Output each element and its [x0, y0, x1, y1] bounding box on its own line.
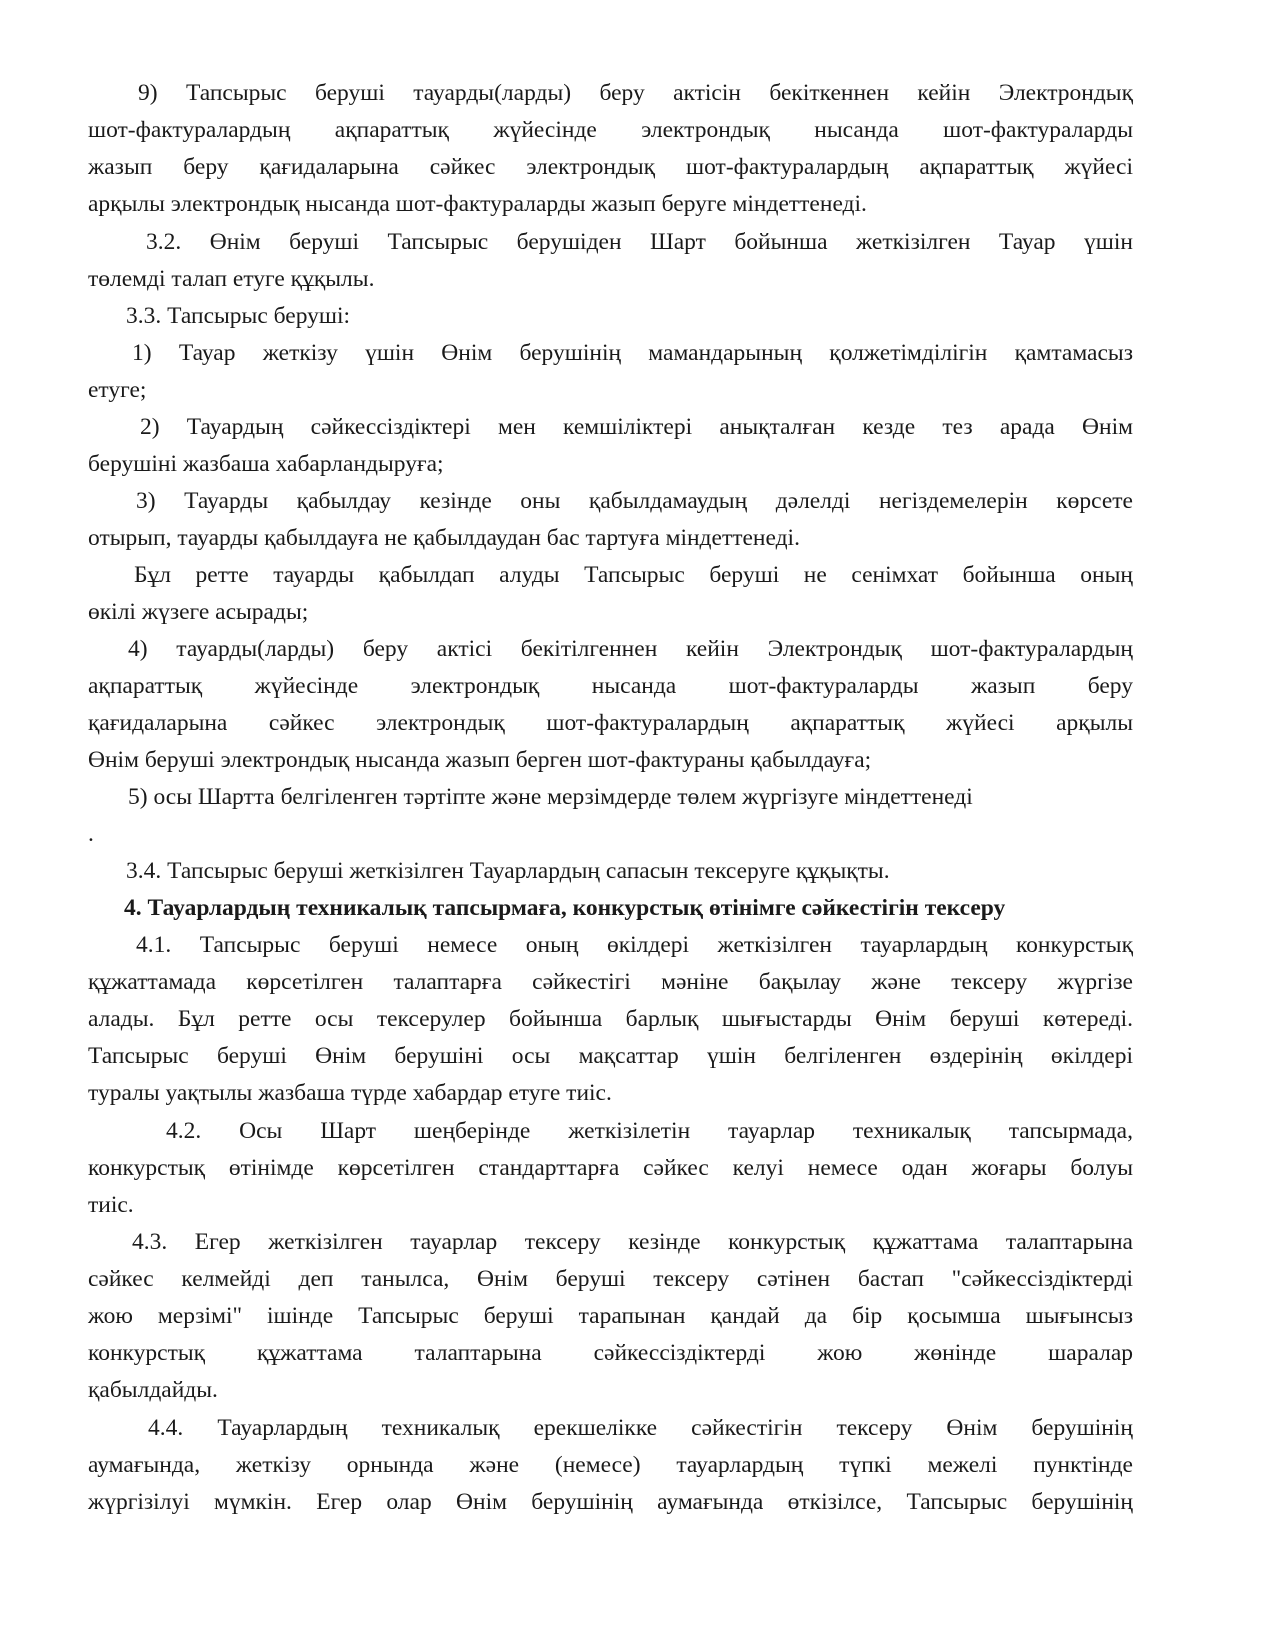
paragraph-line: 4.4. Тауарлардың техникалық ерекшелікке сәйкестігін тексеру Өнім берушінің [148, 1415, 1133, 1441]
paragraph-line: шот-фактуралардың ақпараттық жүйесінде электрондық нысанда шот-фактураларды [88, 117, 1133, 143]
paragraph-line: етуге; [88, 377, 147, 403]
paragraph-line: 3.4. Тапсырыс беруші жеткізілген Тауарлардың сапасын тексеруге құқықты. [126, 858, 890, 884]
paragraph-line: . [88, 821, 94, 847]
paragraph-line: 4.3. Егер жеткізілген тауарлар тексеру кезінде конкурстық құжаттама талаптарына [132, 1229, 1133, 1255]
paragraph-line: төлемді талап етуге құқылы. [88, 266, 375, 292]
paragraph-line: ақпараттық жүйесінде электрондық нысанда шот-фактураларды жазып беру [88, 673, 1133, 699]
paragraph-line: 3) Тауарды қабылдау кезінде оны қабылдамаудың дәлелді негіздемелерін көрсете [136, 488, 1133, 514]
paragraph-line: жою мерзімі" ішінде Тапсырыс беруші тарапынан қандай да бір қосымша шығынсыз [88, 1303, 1133, 1329]
paragraph-line: 3.2. Өнім беруші Тапсырыс берушіден Шарт бойынша жеткізілген Тауар үшін [146, 229, 1133, 255]
paragraph-line: тиіс. [88, 1192, 134, 1218]
paragraph-line: берушіні жазбаша хабарландыруға; [88, 451, 444, 477]
paragraph-line: жазып беру қағидаларына сәйкес электрондық шот-фактуралардың ақпараттық жүйесі [88, 154, 1133, 180]
paragraph-line: жүргізілуі мүмкін. Егер олар Өнім берушінің аумағында өткізілсе, Тапсырыс берушінің [88, 1489, 1133, 1515]
paragraph-line: 3.3. Тапсырыс беруші: [126, 303, 351, 329]
paragraph-line: құжаттамада көрсетілген талаптарға сәйкестігі мәніне бақылау және тексеру жүргізе [88, 969, 1133, 995]
paragraph-line: арқылы электрондық нысанда шот-фактураларды жазып беруге міндеттенеді. [88, 191, 867, 217]
paragraph-line: Өнім беруші электрондық нысанда жазып берген шот-фактураны қабылдауға; [88, 747, 872, 773]
paragraph-line: конкурстық өтінімде көрсетілген стандарттарға сәйкес келуі немесе одан жоғары болуы [88, 1155, 1133, 1181]
paragraph-line: аумағында, жеткізу орнында және (немесе) тауарлардың түпкі межелі пунктінде [88, 1452, 1133, 1478]
paragraph-line: отырып, тауарды қабылдауға не қабылдаудан бас тартуға міндеттенеді. [88, 525, 800, 551]
paragraph-line: қағидаларына сәйкес электрондық шот-фактуралардың ақпараттық жүйесі арқылы [88, 710, 1133, 736]
paragraph-line: қабылдайды. [88, 1377, 218, 1403]
paragraph-line: Бұл ретте тауарды қабылдап алуды Тапсырыс беруші не сенімхат бойынша оның [134, 562, 1133, 588]
paragraph-line: 2) Тауардың сәйкессіздіктері мен кемшіліктері анықталған кезде тез арада Өнім [140, 414, 1133, 440]
paragraph-line: 1) Тауар жеткізу үшін Өнім берушінің мамандарының қолжетімділігін қамтамасыз [132, 340, 1133, 366]
paragraph-line: туралы уақтылы жазбаша түрде хабардар етуге тиіс. [88, 1080, 612, 1106]
section-heading: 4. Тауарлардың техникалық тапсырмаға, конкурстық өтінімге сәйкестігін тексеру [124, 895, 1006, 921]
paragraph-line: Тапсырыс беруші Өнім берушіні осы мақсаттар үшін белгіленген өздерінің өкілдері [88, 1043, 1133, 1069]
paragraph-line: алады. Бұл ретте осы тексерулер бойынша барлық шығыстарды Өнім беруші көтереді. [88, 1006, 1133, 1032]
paragraph-line: 4.2. Осы Шарт шеңберінде жеткізілетін тауарлар техникалық тапсырмада, [166, 1118, 1133, 1144]
paragraph-line: 4.1. Тапсырыс беруші немесе оның өкілдері жеткізілген тауарлардың конкурстық [136, 932, 1133, 958]
paragraph-line: конкурстық құжаттама талаптарына сәйкессіздіктерді жою жөнінде шаралар [88, 1340, 1133, 1366]
paragraph-line: 9) Тапсырыс беруші тауарды(ларды) беру актісін бекіткеннен кейін Электрондық [138, 80, 1133, 106]
paragraph-line: 4) тауарды(ларды) беру актісі бекітілгеннен кейін Электрондық шот-фактуралардың [128, 636, 1133, 662]
paragraph-line: өкілі жүзеге асырады; [88, 599, 309, 625]
paragraph-line: 5) осы Шартта белгіленген тәртіпте және мерзімдерде төлем жүргізуге міндеттенеді [128, 784, 973, 810]
paragraph-line: сәйкес келмейді деп танылса, Өнім беруші тексеру сәтінен бастап "сәйкессіздіктерді [88, 1266, 1133, 1292]
